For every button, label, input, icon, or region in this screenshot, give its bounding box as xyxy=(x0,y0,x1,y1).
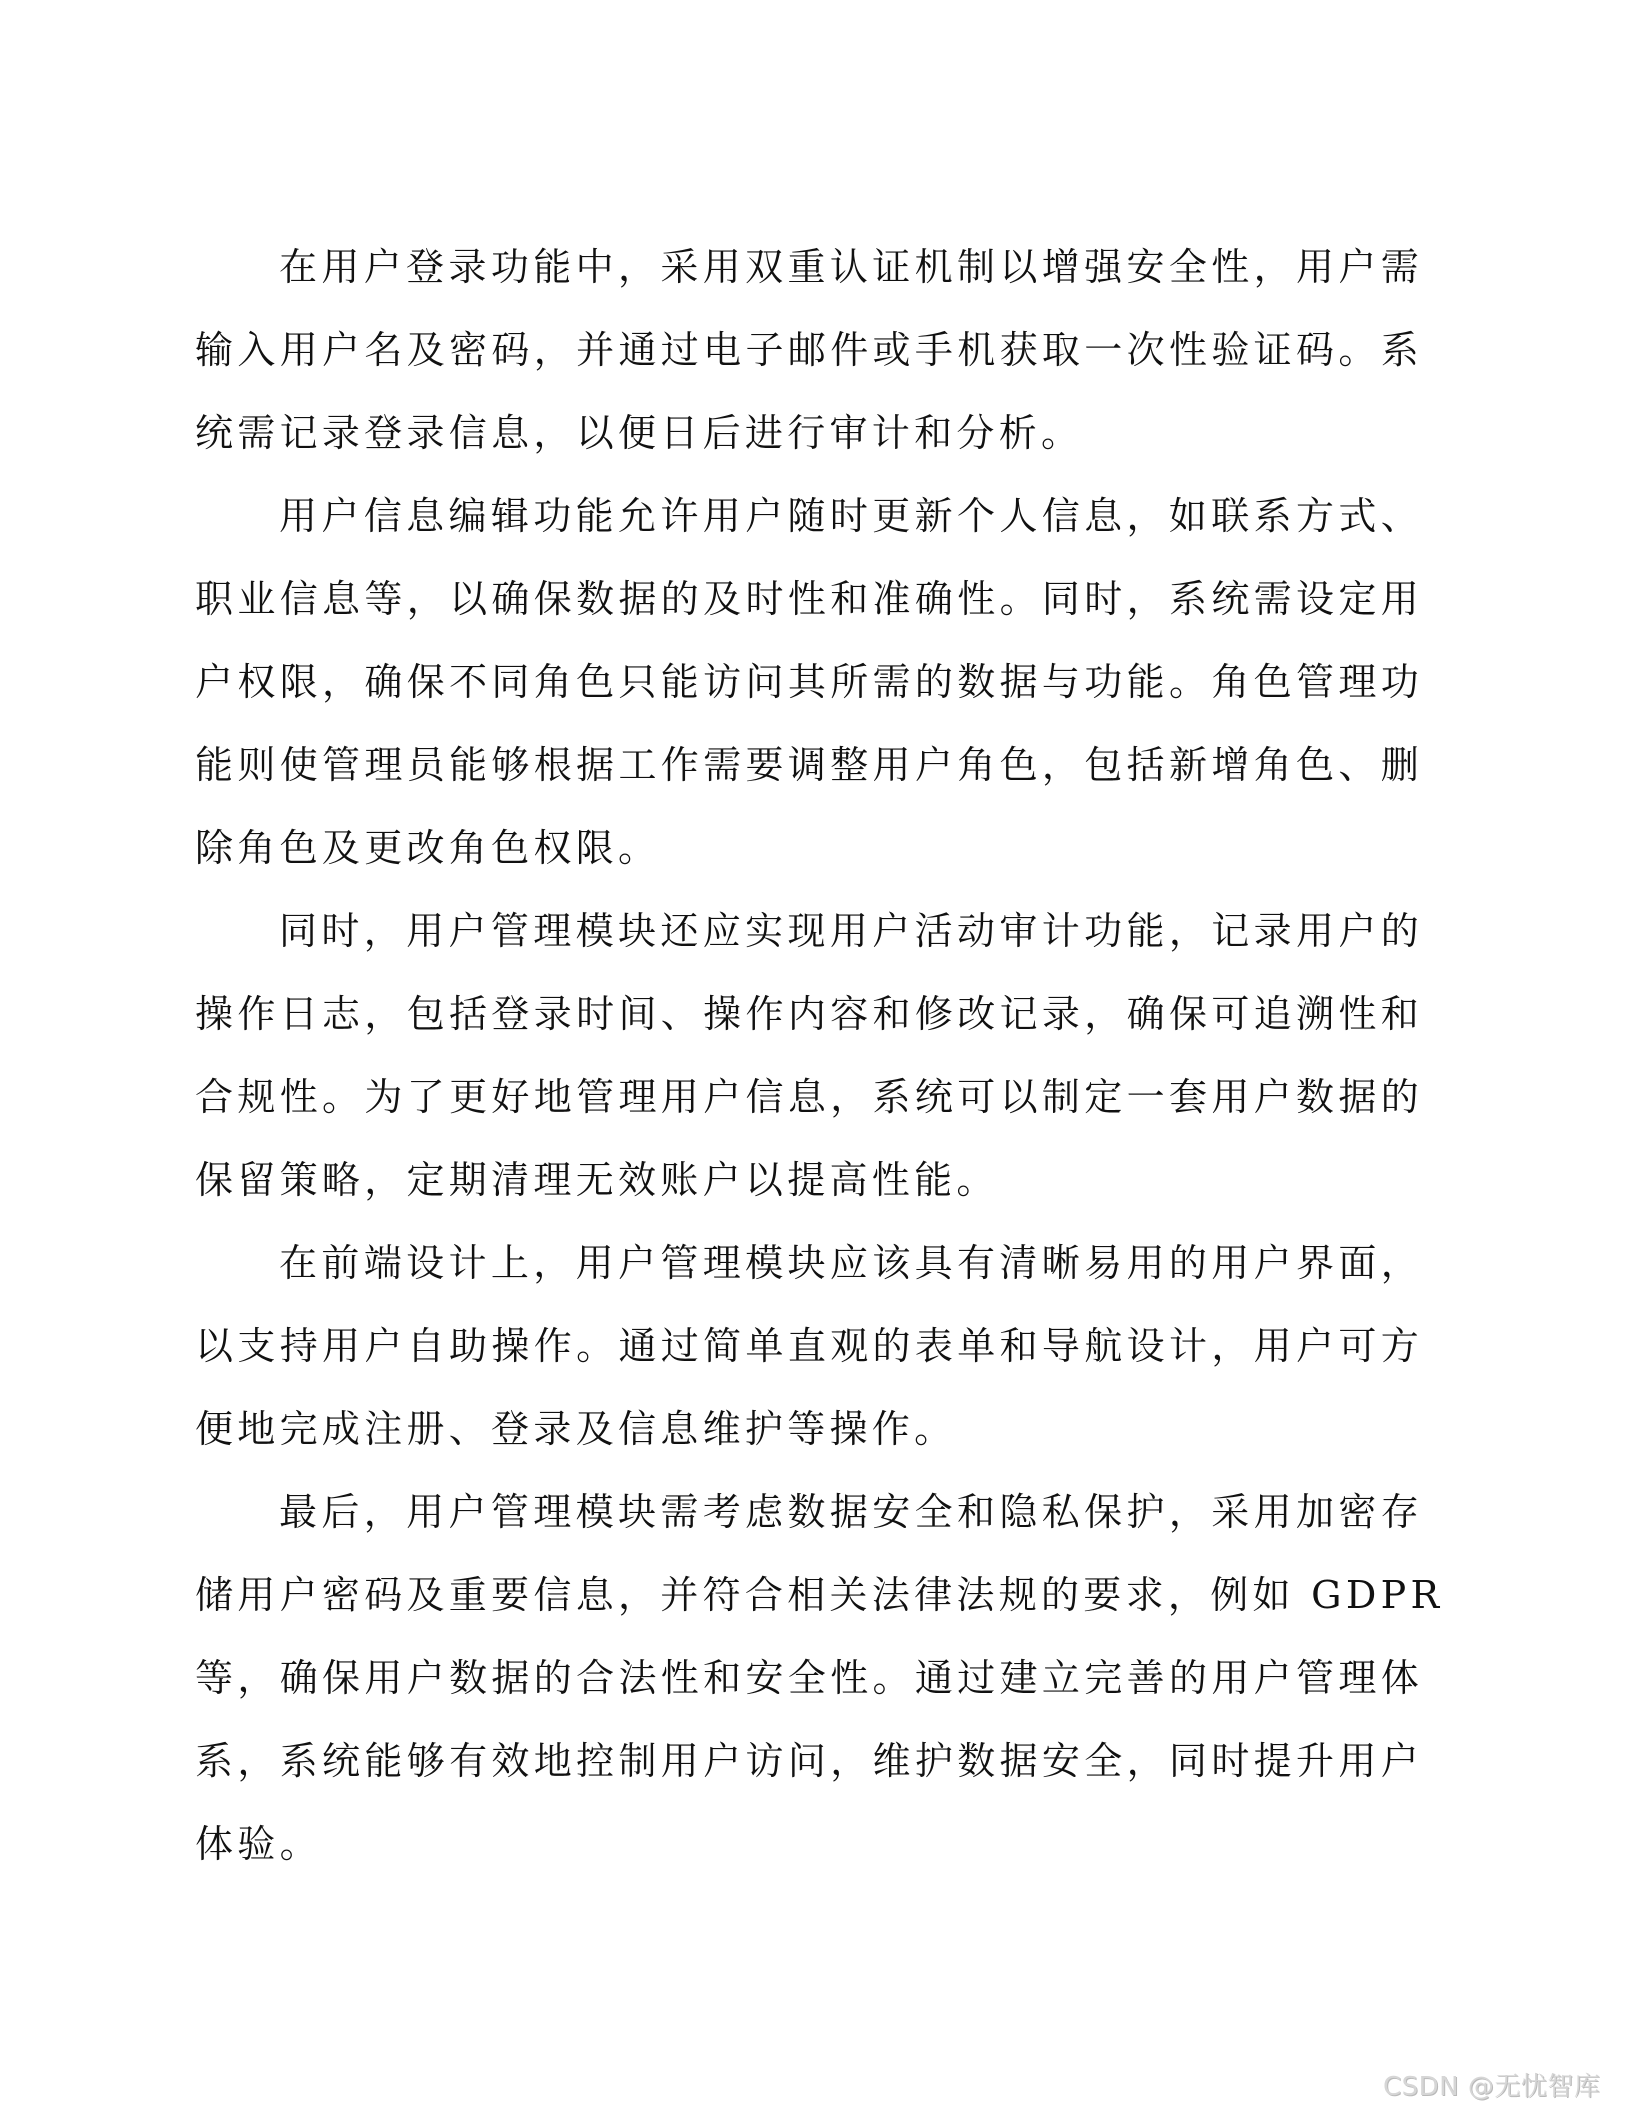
paragraph-frontend-design xyxy=(195,1232,1423,1481)
text-line: 用户信息编辑功能允许用户随时更新个人信息，如联系方式、 xyxy=(279,494,1423,538)
text-line: 保留策略，定期清理无效账户以提高性能。 xyxy=(195,1158,999,1202)
text-line: 在用户登录功能中，采用双重认证机制以增强安全性，用户需 xyxy=(279,245,1423,289)
paragraph-user-info-edit xyxy=(195,485,1423,900)
text-line: 操作日志，包括登录时间、操作内容和修改记录，确保可追溯性和 xyxy=(195,992,1423,1036)
text-line: 户权限，确保不同角色只能访问其所需的数据与功能。角色管理功 xyxy=(195,660,1423,704)
text-line: 职业信息等，以确保数据的及时性和准确性。同时，系统需设定用 xyxy=(195,577,1423,621)
text-line: 便地完成注册、登录及信息维护等操作。 xyxy=(195,1407,957,1451)
text-line: 输入用户名及密码，并通过电子邮件或手机获取一次性验证码。系 xyxy=(195,328,1423,372)
text-line: 体验。 xyxy=(195,1822,322,1866)
text-line: 除角色及更改角色权限。 xyxy=(195,826,661,870)
text-line: 合规性。为了更好地管理用户信息，系统可以制定一套用户数据的 xyxy=(195,1075,1423,1119)
text-line: 以支持用户自助操作。通过简单直观的表单和导航设计，用户可方 xyxy=(195,1324,1423,1368)
text-line: 统需记录登录信息，以便日后进行审计和分析。 xyxy=(195,411,1084,455)
text-line: 系，系统能够有效地控制用户访问，维护数据安全，同时提升用户 xyxy=(195,1739,1423,1783)
text-line: 同时，用户管理模块还应实现用户活动审计功能，记录用户的 xyxy=(279,909,1423,953)
paragraph-security-privacy xyxy=(195,1481,1444,1896)
paragraph-activity-audit xyxy=(195,900,1423,1232)
text-line: 储用户密码及重要信息，并符合相关法律法规的要求，例如 GDPR xyxy=(195,1573,1444,1617)
csdn-watermark: CSDN @无忧智库 xyxy=(1383,2072,1601,2102)
text-line: 等，确保用户数据的合法性和安全性。通过建立完善的用户管理体 xyxy=(195,1656,1423,1700)
paragraph-login xyxy=(195,236,1423,485)
text-line: 在前端设计上，用户管理模块应该具有清晰易用的用户界面， xyxy=(279,1241,1423,1285)
text-line: 最后，用户管理模块需考虑数据安全和隐私保护，采用加密存 xyxy=(279,1490,1423,1534)
text-line: 能则使管理员能够根据工作需要调整用户角色，包括新增角色、删 xyxy=(195,743,1423,787)
body-text xyxy=(195,236,1444,1896)
